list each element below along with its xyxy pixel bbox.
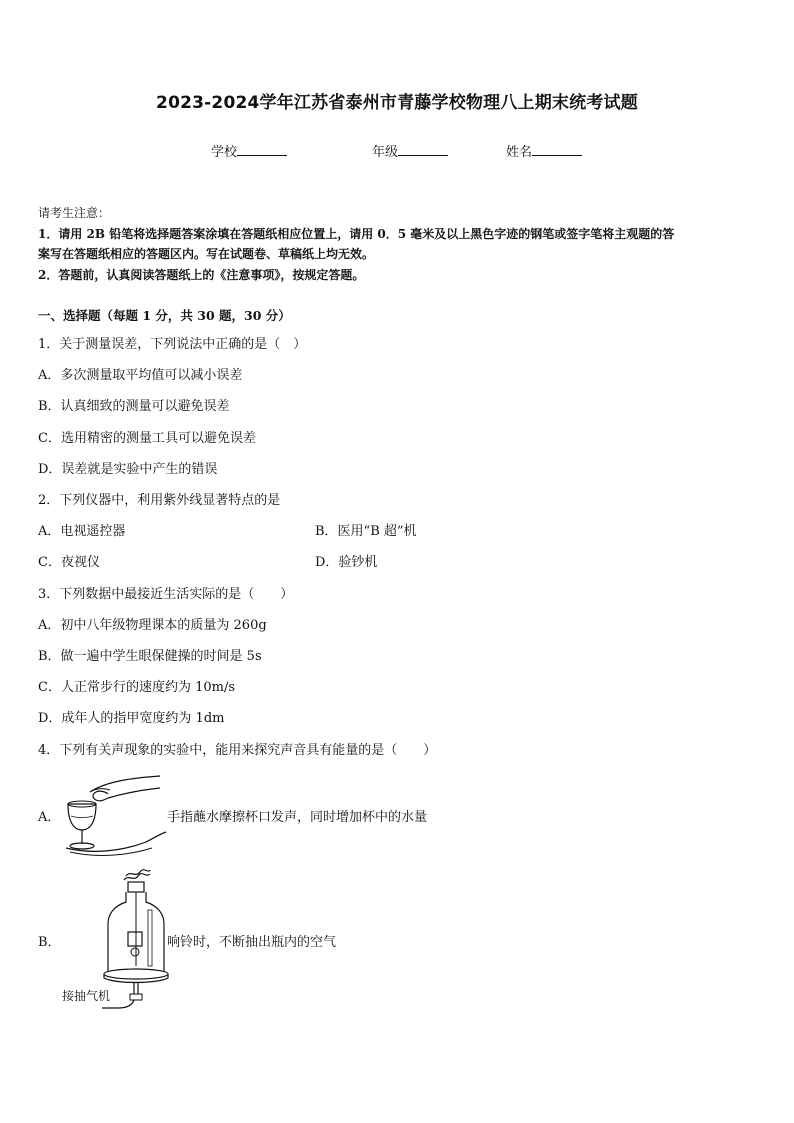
school-field [211, 141, 287, 160]
notice-item-1-cont: 案写在答题纸相应的答题区内。写在试题卷、草稿纸上均无效。 [38, 247, 375, 261]
question-3-option-c[interactable]: C．人正常步行的速度约为 10m/s [38, 680, 235, 695]
grade-blank[interactable] [398, 143, 448, 156]
question-4-stem: 4．下列有关声现象的实验中，能用来探究声音具有能量的是（ ） [38, 743, 437, 758]
bell-jar-figure [100, 862, 170, 1012]
notice-item-2: 2．答题前，认真阅读答题纸上的《注意事项》，按规定答题。 [38, 267, 365, 282]
question-3-stem: 3．下列数据中最接近生活实际的是（ ） [38, 587, 294, 602]
grade-label: 年级 [372, 145, 399, 160]
question-2-stem: 2．下列仪器中，利用紫外线显著特点的是 [38, 493, 281, 508]
question-1-option-d[interactable]: D．误差就是实验中产生的错误 [38, 462, 218, 477]
name-field [506, 141, 582, 160]
question-1-option-b[interactable]: B．认真细致的测量可以避免误差 [38, 399, 230, 414]
question-2-option-d[interactable]: D．验钞机 [315, 555, 378, 570]
question-3-option-b[interactable]: B．做一遍中学生眼保健操的时间是 5s [38, 649, 262, 664]
notice-heading: 请考生注意： [38, 206, 111, 220]
wine-glass-figure [60, 770, 168, 858]
question-4-option-a-text[interactable]: 手指蘸水摩擦杯口发声，同时增加杯中的水量 [167, 810, 428, 825]
question-1-stem: 1．关于测量误差，下列说法中正确的是（ ） [38, 337, 307, 352]
question-1-option-a[interactable]: A．多次测量取平均值可以减小误差 [38, 368, 243, 383]
section-title: 一、选择题（每题 1 分，共 30 题，30 分） [38, 308, 291, 323]
notice-item-1: 1．请用 2B 铅笔将选择题答案涂填在答题纸相应位置上，请用 0．5 毫米及以上黑色字迹的钢笔或签字笔将主观题的答 [38, 226, 675, 241]
page-title: 2023-2024学年江苏省泰州市青藤学校物理八上期末统考试题 [156, 93, 638, 113]
question-1-option-c[interactable]: C．选用精密的测量工具可以避免误差 [38, 431, 256, 446]
question-3-option-d[interactable]: D．成年人的指甲宽度约为 1dm [38, 711, 225, 726]
name-label: 姓名 [506, 145, 533, 160]
question-4-option-b-text[interactable]: 响铃时，不断抽出瓶内的空气 [167, 935, 337, 950]
question-2-option-a[interactable]: A．电视遥控器 [38, 524, 126, 539]
notice-block [38, 203, 760, 285]
question-3-option-a[interactable]: A．初中八年级物理课本的质量为 260g [38, 618, 267, 633]
school-label: 学校 [211, 145, 238, 160]
question-4-option-a-label[interactable]: A． [38, 810, 61, 825]
question-2-option-c[interactable]: C．夜视仪 [38, 555, 100, 570]
grade-field [372, 141, 448, 160]
school-blank[interactable] [237, 143, 287, 156]
pump-caption: 接抽气机 [62, 989, 111, 1003]
question-4-option-b-label[interactable]: B． [38, 935, 61, 950]
name-blank[interactable] [532, 143, 582, 156]
question-2-option-b[interactable]: B．医用“B 超”机 [315, 524, 417, 539]
